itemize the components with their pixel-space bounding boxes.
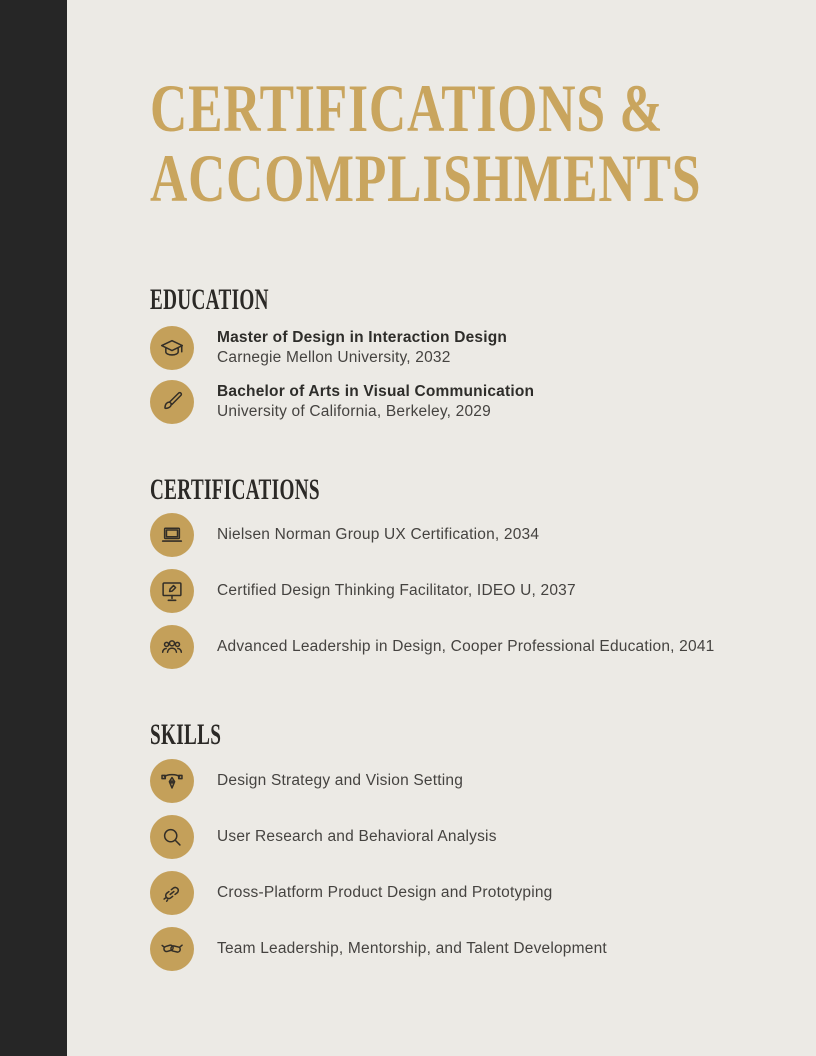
magnifier-icon	[159, 824, 185, 850]
paintbrush-icon	[159, 389, 185, 415]
skill-item	[150, 927, 790, 971]
icon-circle	[150, 815, 194, 859]
page-title-line-1: CERTIFICATIONS &	[150, 70, 664, 146]
skill-item	[150, 871, 790, 915]
icon-circle	[150, 513, 194, 557]
skill-text: Cross-Platform Product Design and Prototyping	[217, 884, 553, 901]
icon-circle	[150, 380, 194, 424]
section-education	[150, 285, 790, 424]
team-icon	[159, 634, 185, 660]
handshake-icon	[159, 936, 185, 962]
section-certifications	[150, 475, 790, 669]
left-accent-bar	[0, 0, 67, 1056]
skill-text: Design Strategy and Vision Setting	[217, 772, 464, 789]
certifications-heading: CERTIFICATIONS	[150, 473, 320, 506]
page-content	[150, 0, 790, 983]
icon-circle	[150, 625, 194, 669]
monitor-pen-icon	[159, 578, 185, 604]
certification-item	[150, 569, 790, 613]
page-title	[150, 70, 702, 216]
education-heading: EDUCATION	[150, 283, 269, 316]
skill-item	[150, 759, 790, 803]
certification-item	[150, 513, 790, 557]
education-item	[150, 326, 790, 370]
icon-circle	[150, 326, 194, 370]
laptop-icon	[159, 522, 185, 548]
graduation-cap-icon	[159, 335, 185, 361]
icon-circle	[150, 569, 194, 613]
degree-school: University of California, Berkeley, 2029	[217, 403, 491, 420]
education-item	[150, 380, 790, 424]
degree-school: Carnegie Mellon University, 2032	[217, 349, 451, 366]
education-item-text	[217, 382, 534, 422]
degree-title: Master of Design in Interaction Design	[217, 329, 508, 346]
degree-title: Bachelor of Arts in Visual Communication	[217, 383, 535, 400]
certification-items	[150, 513, 790, 669]
education-item-text	[217, 328, 507, 368]
certification-text: Certified Design Thinking Facilitator, IDEO U, 2037	[217, 582, 576, 599]
pen-tool-icon	[159, 768, 185, 794]
icon-circle	[150, 759, 194, 803]
skill-items	[150, 759, 790, 971]
page-title-line-2: ACCOMPLISHMENTS	[150, 140, 702, 216]
certification-text: Nielsen Norman Group UX Certification, 2034	[217, 526, 540, 543]
icon-circle	[150, 927, 194, 971]
skill-text: Team Leadership, Mentorship, and Talent Development	[217, 940, 607, 957]
education-items	[150, 326, 790, 424]
chain-link-icon	[159, 880, 185, 906]
certification-text: Advanced Leadership in Design, Cooper Professional Education, 2041	[217, 638, 715, 655]
skills-heading: SKILLS	[150, 718, 222, 751]
icon-circle	[150, 871, 194, 915]
skill-text: User Research and Behavioral Analysis	[217, 828, 497, 845]
skill-item	[150, 815, 790, 859]
certification-item	[150, 625, 790, 669]
section-skills	[150, 720, 790, 971]
